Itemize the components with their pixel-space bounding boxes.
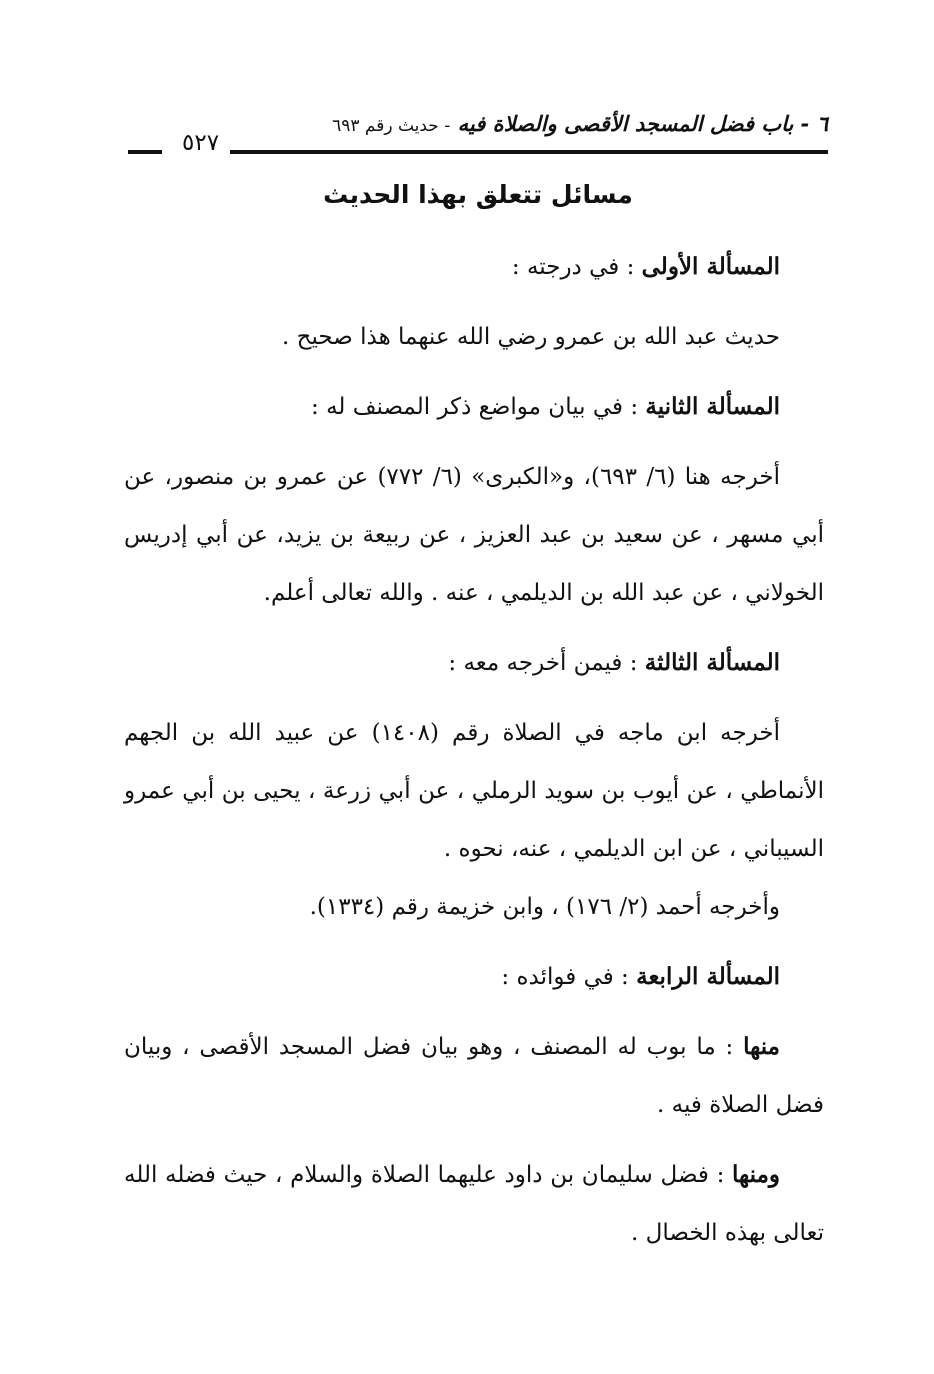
running-header: [128, 108, 828, 158]
issue-heading-second: [124, 378, 824, 436]
issue-heading-third: [124, 634, 824, 692]
benefit-item-second: [124, 1146, 824, 1262]
issue-heading-fourth: [124, 948, 824, 1006]
issue-topic: : في درجته :: [511, 254, 635, 280]
page-body: [124, 238, 824, 1274]
chapter-title-text: ٦ - باب فضل المسجد الأقصى والصلاة فيه: [457, 112, 828, 136]
issue-label: المسألة الرابعة: [636, 963, 780, 990]
chapter-title: [332, 112, 828, 136]
page-number-dash: [128, 150, 162, 154]
issue-text-third: أخرجه ابن ماجه في الصلاة رقم (١٤٠٨) عن عبيد الله بن الجهم الأنماطي ، عن أيوب بن سويد الرملي ، عن أبي زرعة ، يحيى بن أبي عمرو السيباني ، عن ابن الديلمي ، عنه، نحوه .: [124, 720, 824, 862]
issue-topic: : في فوائده :: [501, 964, 629, 990]
issue-label: المسألة الثالثة: [644, 649, 780, 676]
issue-text-first: حديث عبد الله بن عمرو رضي الله عنهما هذا صحيح .: [282, 324, 780, 350]
issue-text-third-cont: وأخرجه أحمد (٢/ ١٧٦) ، وابن خزيمة رقم (١٣٣٤).: [309, 894, 780, 920]
benefit-text: : فضل سليمان بن داود عليهما الصلاة والسلام ، حيث فضله الله تعالى بهذه الخصال .: [124, 1162, 824, 1246]
issue-label: المسألة الأولى: [641, 253, 780, 280]
hadith-reference: - حديث رقم ٦٩٣: [332, 116, 451, 136]
header-rule: [230, 150, 828, 154]
page-number: ٥٢٧: [182, 130, 220, 156]
benefit-label: ومنها: [732, 1161, 781, 1188]
benefit-label: منها: [743, 1033, 780, 1060]
benefit-text: : ما بوب له المصنف ، وهو بيان فضل المسجد الأقصى ، وبيان فضل الصلاة فيه .: [124, 1034, 824, 1118]
issue-topic: : فيمن أخرجه معه :: [448, 650, 638, 676]
section-title: مسائل تتعلق بهذا الحديث: [323, 180, 633, 209]
issue-label: المسألة الثانية: [645, 393, 780, 420]
benefit-item-first: [124, 1018, 824, 1134]
issue-topic: : في بيان مواضع ذكر المصنف له :: [311, 394, 639, 420]
issue-text-second: أخرجه هنا (٦/ ٦٩٣)، و«الكبرى» (٦/ ٧٧٢) عن عمرو بن منصور، عن أبي مسهر ، عن سعيد بن عبد العزيز ، عن ربيعة بن يزيد، عن أبي إدريس الخولاني ، عن عبد الله بن الديلمي ، عنه . والله تعالى أعلم.: [124, 464, 824, 606]
issue-heading-first: [124, 238, 824, 296]
